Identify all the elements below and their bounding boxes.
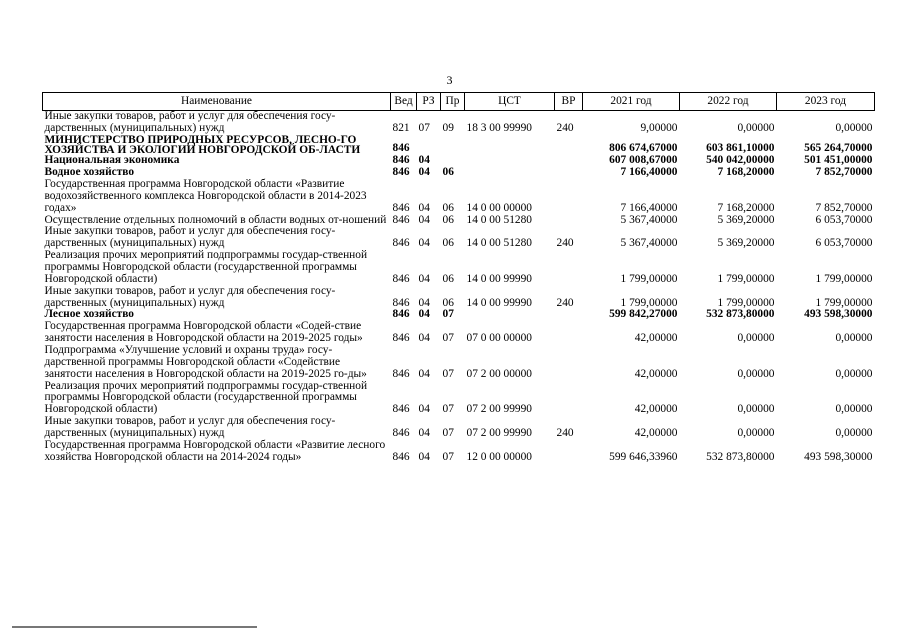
footer-rule [12, 626, 257, 628]
cell-pr: 06 [442, 213, 454, 226]
cell-cst: 14 0 00 00000 [466, 201, 532, 214]
cell-rz: 04 [418, 367, 430, 380]
cell-ved: 846 [392, 272, 410, 285]
cell-pr: 06 [442, 166, 454, 179]
cell-2021: 9,00000 [640, 121, 678, 134]
cell-2022: 0,00000 [737, 403, 775, 416]
cell-cst: 18 3 00 99990 [466, 121, 532, 134]
cell-ved: 846 [392, 201, 410, 214]
cell-pr: 09 [442, 121, 454, 134]
page-number: 3 [446, 73, 453, 87]
cell-2021: 599 646,33960 [609, 450, 678, 463]
cell-name: Реализация прочих мероприятий подпрограммы государ-ственной программы Новгородской области (государственной программы Новгородской области) [44, 379, 368, 416]
cell-name: Водное хозяйство [44, 166, 135, 179]
header-cst: ЦСТ [465, 93, 555, 111]
cell-vr [555, 345, 583, 381]
cell-name: Иные закупки товаров, работ и услуг для обеспечения госу-дарственных (муниципальных) нужд [44, 225, 336, 250]
cell-ved: 846 [392, 308, 410, 321]
header-pr: Пр [441, 93, 465, 111]
cell-2021: 42,00000 [634, 427, 678, 440]
cell-2023: 0,00000 [835, 121, 873, 134]
cell-rz: 04 [418, 308, 430, 321]
cell-rz: 04 [418, 237, 430, 250]
cell-vr: 240 [556, 296, 574, 309]
cell-cst [465, 167, 555, 179]
cell-rz: 04 [418, 332, 430, 345]
cell-rz: 04 [418, 296, 430, 309]
cell-name: Национальная экономика [44, 154, 180, 167]
cell-2021: 599 842,27000 [609, 308, 678, 321]
cell-2022: 0,00000 [737, 367, 775, 380]
cell-2021: 806 674,67000 [609, 142, 678, 155]
cell-vr [555, 167, 583, 179]
cell-vr [555, 381, 583, 417]
cell-ved: 846 [392, 142, 410, 155]
cell-ved: 846 [392, 332, 410, 345]
cell-pr: 07 [442, 367, 454, 380]
table-row [43, 345, 875, 381]
header-2022: 2022 год [680, 93, 777, 111]
cell-2023: 493 598,30000 [804, 308, 873, 321]
cell-vr [555, 215, 583, 227]
cell-2022: 532 873,80000 [706, 308, 775, 321]
cell-name: Государственная программа Новгородской области «Содей-ствие занятости населения в Новгородской области на 2019-2025 годы» [44, 320, 363, 345]
cell-cst: 07 0 00 00000 [466, 332, 532, 345]
cell-cst: 07 2 00 99990 [466, 403, 532, 416]
cell-vr [555, 155, 583, 167]
table-row [43, 416, 875, 440]
cell-rz [417, 135, 441, 156]
cell-2023: 0,00000 [835, 332, 873, 345]
cell-name: Иные закупки товаров, работ и услуг для обеспечения госу-дарственных (муниципальных) нужд [44, 110, 336, 134]
header-2021: 2021 год [583, 93, 680, 111]
cell-vr: 240 [556, 237, 574, 250]
table-row [43, 250, 875, 286]
cell-cst: 07 2 00 00000 [466, 367, 532, 380]
cell-2022: 5 369,20000 [717, 213, 775, 226]
table-row [43, 286, 875, 310]
cell-cst: 14 0 00 51280 [466, 213, 532, 226]
cell-2022: 540 042,00000 [706, 154, 775, 167]
cell-2023: 493 598,30000 [804, 450, 873, 463]
table-row [43, 440, 875, 464]
table-row [43, 381, 875, 417]
table-header-row [43, 93, 875, 111]
cell-2022: 7 168,20000 [717, 166, 775, 179]
cell-cst: 14 0 00 99990 [466, 272, 532, 285]
cell-vr [555, 250, 583, 286]
cell-2022: 1 799,00000 [717, 272, 775, 285]
cell-pr: 07 [442, 450, 454, 463]
header-name: Наименование [43, 93, 391, 111]
cell-2022: 603 861,10000 [706, 142, 775, 155]
cell-pr: 06 [442, 296, 454, 309]
cell-cst: 07 2 00 99990 [466, 427, 532, 440]
cell-vr [555, 440, 583, 464]
cell-rz: 04 [418, 154, 430, 167]
cell-2021: 7 166,40000 [620, 166, 678, 179]
cell-ved: 821 [392, 121, 410, 134]
cell-name: Реализация прочих мероприятий подпрограммы государ-ственной программы Новгородской области (государственной программы Новгородской области) [44, 249, 368, 285]
cell-2023: 565 264,70000 [804, 142, 873, 155]
cell-2022: 5 369,20000 [717, 237, 775, 250]
table-row [43, 226, 875, 250]
header-rz: РЗ [417, 93, 441, 111]
cell-cst [465, 309, 555, 321]
cell-vr: 240 [556, 121, 574, 134]
cell-2022: 1 799,00000 [717, 296, 775, 309]
cell-rz: 04 [418, 213, 430, 226]
cell-2023: 6 053,70000 [815, 213, 873, 226]
cell-cst: 14 0 00 51280 [466, 237, 532, 250]
cell-ved: 846 [392, 154, 410, 167]
budget-table [42, 92, 875, 464]
cell-rz: 04 [418, 166, 430, 179]
cell-ved: 846 [392, 237, 410, 250]
cell-ved: 846 [392, 403, 410, 416]
header-2023: 2023 год [777, 93, 875, 111]
cell-cst: 14 0 00 99990 [466, 296, 532, 309]
cell-pr: 07 [442, 332, 454, 345]
cell-2023: 7 852,70000 [815, 166, 873, 179]
cell-rz: 04 [418, 403, 430, 416]
cell-ved: 846 [392, 296, 410, 309]
cell-2023: 1 799,00000 [815, 296, 873, 309]
cell-2023: 0,00000 [835, 367, 873, 380]
cell-2022: 0,00000 [737, 332, 775, 345]
table-row [43, 179, 875, 215]
cell-2022: 7 168,20000 [717, 201, 775, 214]
cell-ved: 846 [392, 450, 410, 463]
cell-rz: 04 [418, 272, 430, 285]
cell-cst [465, 135, 555, 156]
cell-2023: 0,00000 [835, 427, 873, 440]
cell-rz: 04 [418, 450, 430, 463]
cell-vr [555, 135, 583, 156]
cell-2023: 0,00000 [835, 403, 873, 416]
cell-cst [465, 155, 555, 167]
cell-pr: 07 [442, 427, 454, 440]
cell-vr [555, 179, 583, 215]
cell-2021: 5 367,40000 [620, 237, 678, 250]
cell-2022: 0,00000 [737, 121, 775, 134]
cell-vr: 240 [556, 427, 574, 440]
cell-name: МИНИСТЕРСТВО ПРИРОДНЫХ РЕСУРСОВ, ЛЕСНО-ГО ХОЗЯЙСТВА И ЭКОЛОГИИ НОВГОРОДСКОЙ ОБ-ЛАСТИ [44, 133, 361, 156]
cell-name: Лесное хозяйство [44, 308, 135, 321]
table-row [43, 111, 875, 135]
cell-2022: 0,00000 [737, 427, 775, 440]
cell-pr: 07 [442, 308, 454, 321]
cell-name: Подпрограмма «Улучшение условий и охраны труда» госу-дарственной программы Новгородской области «Содействие занятости населения в Новгородской области на 2019-2025 го-ды» [44, 344, 367, 380]
header-vr: ВР [555, 93, 583, 111]
cell-rz: 07 [418, 121, 430, 134]
cell-pr [441, 135, 465, 156]
table-row [43, 321, 875, 345]
cell-2021: 42,00000 [634, 332, 678, 345]
cell-pr: 06 [442, 272, 454, 285]
cell-2023: 7 852,70000 [815, 201, 873, 214]
cell-name: Государственная программа Новгородской области «Развитие лесного хозяйства Новгородской области на 2014-2024 годы» [44, 438, 386, 463]
cell-cst: 12 0 00 00000 [466, 450, 532, 463]
cell-2021: 42,00000 [634, 367, 678, 380]
cell-ved: 846 [392, 367, 410, 380]
cell-2023: 1 799,00000 [815, 272, 873, 285]
cell-2022: 532 873,80000 [706, 450, 775, 463]
cell-ved: 846 [392, 427, 410, 440]
cell-vr [555, 321, 583, 345]
cell-2021: 1 799,00000 [620, 296, 678, 309]
cell-pr: 07 [442, 403, 454, 416]
cell-2023: 6 053,70000 [815, 237, 873, 250]
cell-2021: 607 008,67000 [609, 154, 678, 167]
cell-vr [555, 309, 583, 321]
cell-2023: 501 451,00000 [804, 154, 873, 167]
cell-name: Иные закупки товаров, работ и услуг для обеспечения госу-дарственных (муниципальных) нужд [44, 415, 336, 440]
table-body [43, 111, 875, 464]
cell-rz: 04 [418, 427, 430, 440]
cell-2021: 7 166,40000 [620, 201, 678, 214]
cell-2021: 5 367,40000 [620, 213, 678, 226]
cell-ved: 846 [392, 166, 410, 179]
table-row [43, 135, 875, 156]
cell-name: Государственная программа Новгородской области «Развитие водохозяйственного комплекса Новгородской области в 2014-2023 годах» [44, 177, 367, 214]
cell-ved: 846 [392, 213, 410, 226]
header-ved: Вед [391, 93, 417, 111]
cell-name: Иные закупки товаров, работ и услуг для обеспечения госу-дарственных (муниципальных) нужд [44, 284, 336, 309]
cell-pr: 06 [442, 237, 454, 250]
cell-pr: 06 [442, 201, 454, 214]
cell-2021: 1 799,00000 [620, 272, 678, 285]
cell-2021: 42,00000 [634, 403, 678, 416]
cell-rz: 04 [418, 201, 430, 214]
cell-name: Осуществление отдельных полномочий в области водных от-ношений [44, 213, 387, 226]
